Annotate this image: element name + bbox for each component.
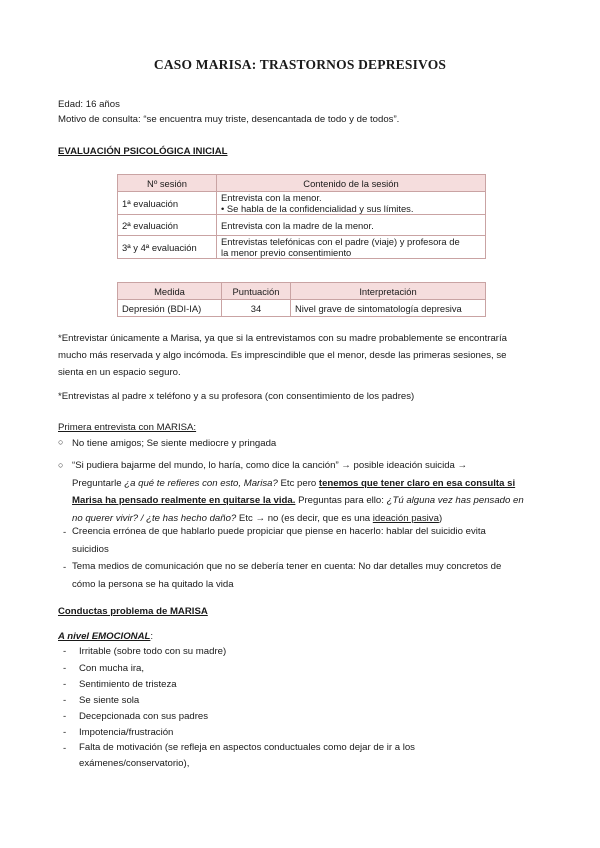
dash-line: Creencia errónea de que hablarlo puede propiciar que piense en hacerlo: hablar del suicidio evita [72,526,486,537]
header-cell: Nº sesión [118,175,217,192]
header-cell: Contenido de la sesión [217,175,486,192]
bullet-line [72,492,544,510]
edad-line: Edad: 16 años [58,99,120,110]
motivo-line: Motivo de consulta: “se encuentra muy triste, desencantada de todo y de todos”. [58,114,400,125]
circle-bullet: ○ [58,437,64,447]
list-item: Se siente sola [79,695,140,706]
circle-bullet: ○ [58,460,64,470]
italic-run: ¿Tú alguna vez has pensado en [386,495,524,506]
emocional-label: A nivel EMOCIONAL [58,631,151,642]
eval-heading: EVALUACIÓN PSICOLÓGICA INICIAL [58,146,228,157]
session-cell: 1ª evaluación [118,192,217,215]
session-cell: 2ª evaluación [118,215,217,236]
italic-run: no querer vivir? / ¿te has hecho daño? [72,512,237,524]
emocional-colon: : [150,631,154,642]
dash-bullet: - [63,663,67,674]
dash-bullet: - [63,562,67,573]
content-line: la menor previo consentimiento [221,247,352,258]
underlined-run: ideación pasiva [372,512,439,524]
bullet-paragraph [72,457,544,527]
dash-line: suicidios [72,543,109,555]
dash-bullet: - [63,727,67,738]
dash-bullet: - [63,646,67,657]
note-line: mucho más reservada y algo incómoda. Es imprescindible que el menor, desde las primeras sesiones, se [58,350,507,362]
interpretation-cell: Nivel grave de sintomatología depresiva [291,300,486,317]
content-line: • Se habla de la confidencialidad y sus límites. [221,203,414,214]
dash-line: Tema medios de comunicación que no se debería tener en cuenta: No dar detalles muy concretos de [72,561,502,572]
dash-bullet: - [63,695,67,706]
sessions-table [117,174,486,259]
header-cell: Puntuación [222,283,291,300]
bullet-line: “Si pudiera bajarme del mundo, lo haría, como dice la canción” → posible ideación suicida → [72,460,468,471]
emocional-heading [58,631,153,643]
list-item: Impotencia/frustración [79,727,174,738]
table-row [118,300,486,317]
text-run: Preguntas para ello: [295,495,387,506]
text-run: Etc → no (es decir, que es una [236,512,373,524]
table-row [118,236,486,259]
header-cell: Interpretación [291,283,486,300]
table-header-row [118,283,486,300]
bullet-text: No tiene amigos; Se siente mediocre y pringada [72,438,277,449]
list-line: Falta de motivación (se refleja en aspectos conductuales como dejar de ir a los [79,742,415,753]
dash-bullet: - [63,743,67,754]
content-line: Entrevistas telefónicas con el padre (viaje) y profesora de [221,236,460,247]
list-item [79,739,544,771]
table-header-row [118,175,486,192]
list-line: exámenes/conservatorio), [79,757,190,769]
conductas-heading: Conductas problema de MARISA [58,606,208,617]
note2-line: *Entrevistas al padre x teléfono y a su profesora (con consentimiento de los padres) [58,391,415,402]
table-row [118,192,486,215]
document-title: CASO MARISA: TRASTORNOS DEPRESIVOS [153,57,447,72]
dash-bullet: - [63,711,67,722]
emphasis-run: tenemos que tener claro en esa consulta si [318,477,516,489]
header-cell: Medida [118,283,222,300]
content-line: Entrevista con la menor. [221,192,322,203]
dash-paragraph [72,523,544,558]
text-run: Preguntarle [72,477,125,489]
content-cell [217,236,486,259]
italic-run: ¿a qué te refieres con esto, Marisa? [124,477,278,489]
note-paragraph [58,330,544,382]
primera-heading: Primera entrevista con MARISA: [58,422,197,433]
session-cell: 3ª y 4ª evaluación [118,236,217,259]
scores-table [117,282,486,317]
note-line: sienta en un espacio seguro. [58,367,181,379]
dash-bullet: - [63,679,67,690]
medida-cell: Depresión (BDI-IA) [118,300,222,317]
list-item: Decepcionada con sus padres [79,711,209,722]
content-line: Entrevista con la madre de la menor. [221,219,374,231]
dash-bullet: - [63,527,67,538]
dash-paragraph [72,558,544,593]
content-cell [217,192,486,215]
dash-line: cómo la persona se ha quitado la vida [72,578,234,590]
note-line: *Entrevistar únicamente a Marisa, ya que si la entrevistamos con su madre probablemente se encontraría [58,333,507,344]
bullet-line [72,475,544,493]
emphasis-run: Marisa ha pensado realmente en quitarse la vida. [72,495,296,506]
list-item: Con mucha ira, [79,663,145,674]
table-row [118,215,486,236]
list-item: Irritable (sobre todo con su madre) [79,646,227,657]
list-item: Sentimiento de tristeza [79,679,177,690]
text-run: Etc pero [277,477,319,489]
score-cell: 34 [222,300,291,317]
text-run: ) [438,512,443,524]
content-cell [217,215,486,236]
